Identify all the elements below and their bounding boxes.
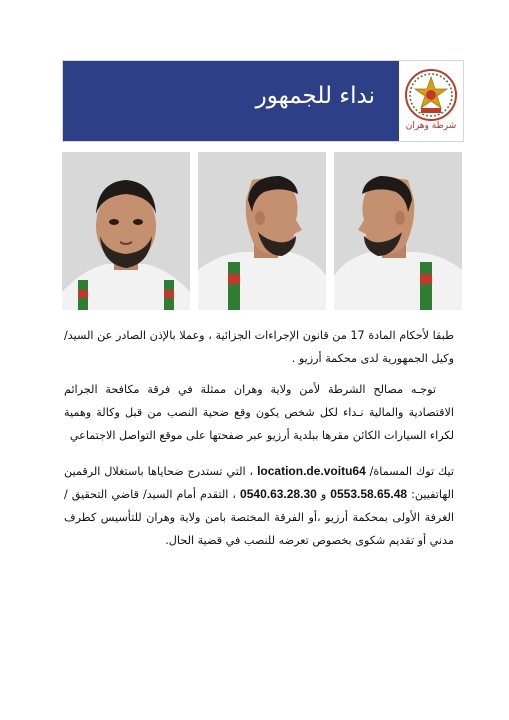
paragraph-legal-basis [64, 324, 454, 370]
suspect-photos [62, 152, 462, 310]
header-banner [62, 60, 464, 142]
paragraph-3-end: ، التقدم أمام السيد/ قاضي التحقيق /الغرفة الأولى بمحكمة أرزيو ،أو الفرقة المختصة بامن ولاية وهران للتأسيس كطرف مدني أو تقديم شكوى بخصوص تعرضه للنصب في قضية الحال. [64, 488, 454, 547]
paragraph-contact [64, 460, 454, 552]
phone-number-1: 0553.58.65.48 [330, 487, 408, 501]
logo-caption: شرطة وهران [405, 121, 457, 131]
paragraph-1-text: طبقا لأحكام المادة 17 من قانون الإجراءات الجزائية ، وعملا بالإذن الصادر عن السيد/ وكيل الجمهورية لدى محكمة أرزيو . [64, 329, 454, 365]
banner-title-bar [63, 61, 399, 141]
paragraph-2-text: توجـه مصالح الشرطة لأمن ولاية وهران ممثلة في فرقة مكافحة الجرائم الاقتصادية والمالية نـداء لكل شخص يكون وقع ضحية النصب من قبل وكالة وهمية لكراء السيارات الكائن مقرها ببلدية أرزيو عبر صفحتها على موقع التواصل الاجتماعي [64, 383, 454, 442]
conjunction-and: و [320, 488, 327, 501]
paragraph-appeal [64, 378, 454, 447]
suspect-photo-front [62, 152, 190, 310]
phone-number-2: 0540.63.28.30 [240, 487, 317, 501]
suspect-photo-right-profile [198, 152, 326, 310]
paragraph-3-middle: ، التي تستدرج ضحاياها باستغلال الرقمين الهاتفيين: [64, 465, 454, 501]
police-logo [399, 61, 463, 141]
paragraph-3 [64, 460, 454, 552]
suspect-photo-left-profile [334, 152, 462, 310]
tiktok-handle: location.de.voitu64 [257, 464, 366, 478]
paragraph-3-intro: تيك توك المسماة/ [369, 465, 454, 478]
banner-title: نداء للجمهور [255, 83, 375, 109]
